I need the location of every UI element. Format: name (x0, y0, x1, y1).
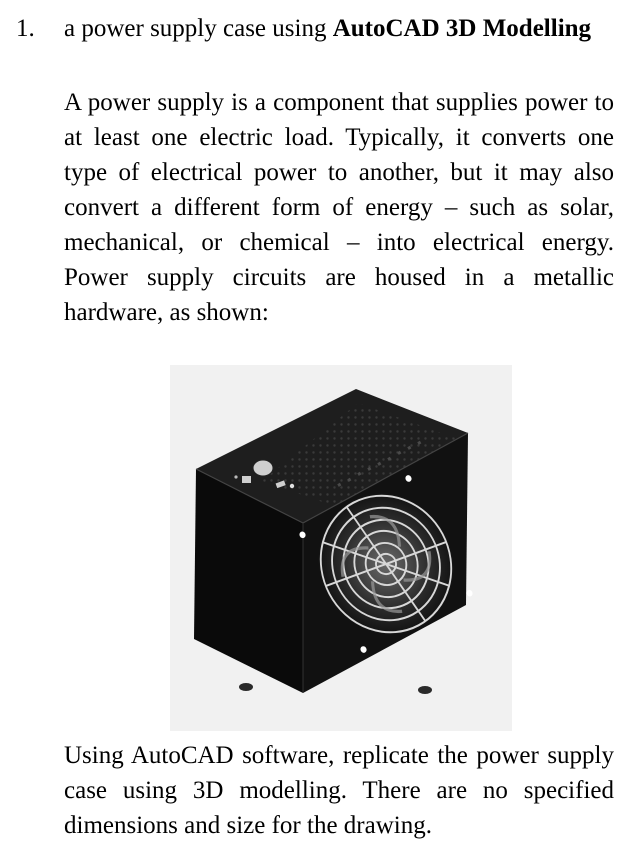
power-supply-figure (170, 365, 512, 731)
power-switch (253, 460, 273, 476)
case-foot (418, 686, 432, 694)
power-supply-unit-icon (170, 365, 512, 731)
intro-paragraph: A power supply is a component that supplies power to at least one electric load. Typically, it converts one type of electrical power to another, but it may also convert a different form of energy – such as solar, mechanical, or chemical – into electrical energy. Power supply circuits are housed in a metallic hardware, as shown: (64, 89, 614, 326)
power-socket (242, 476, 251, 483)
question-heading (64, 14, 591, 44)
case-foot (239, 683, 253, 691)
instruction-paragraph: Using AutoCAD software, replicate the power supply case using 3D modelling. There are no specified dimensions and size for the drawing. (64, 742, 614, 839)
question-number: 1. (16, 15, 35, 42)
question-heading-bold: AutoCAD 3D Modelling (332, 15, 592, 42)
question-heading-text: a power supply case using (64, 15, 333, 42)
